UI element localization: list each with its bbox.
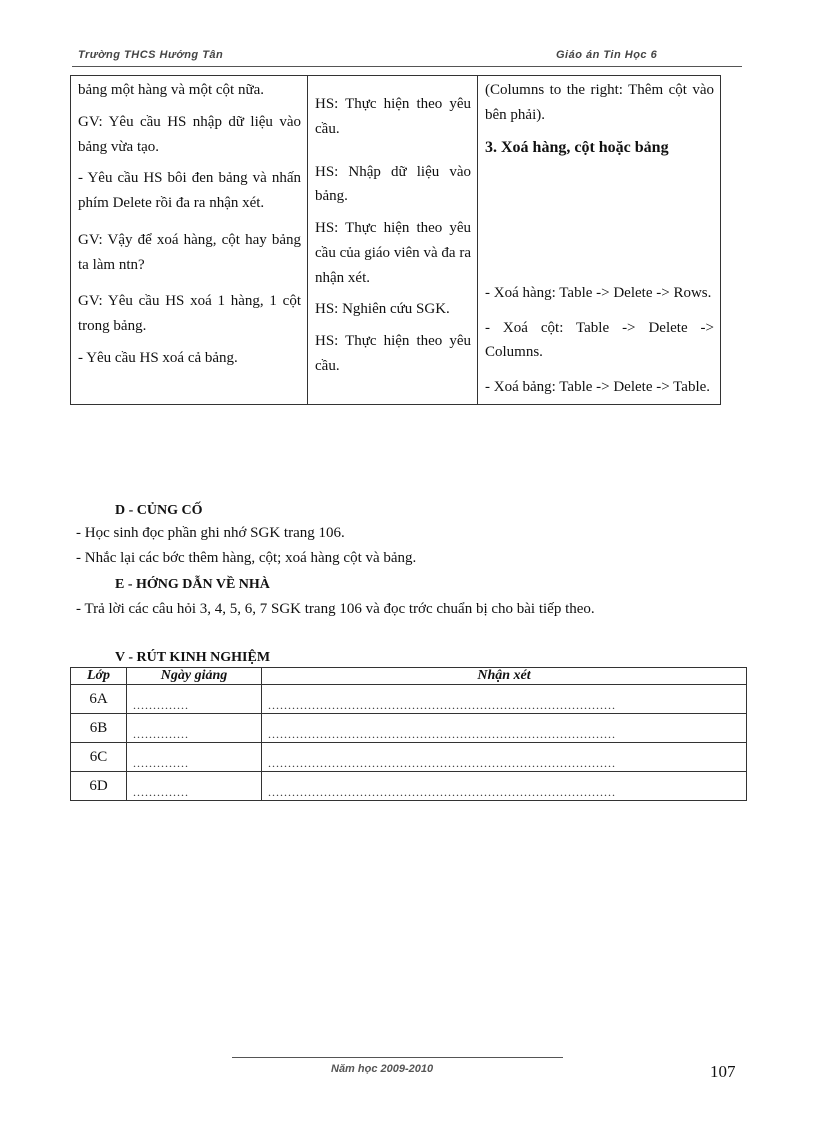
footer-school-year: Năm học 2009-2010: [331, 1063, 434, 1075]
student-activity: HS: Thực hiện theo yêu cầu.: [315, 333, 471, 374]
section-e-text: - Trả lời các câu hỏi 3, 4, 5, 6, 7 SGK trang 106 và đọc trớc chuẩn bị cho bài tiếp theo.: [76, 601, 595, 617]
teacher-activity: GV: Yêu cầu HS xoá 1 hàng, 1 cột trong bảng.: [78, 293, 301, 334]
teacher-activity-column: [71, 76, 308, 405]
section-v-title: V - RÚT KINH NGHIỆM: [115, 650, 271, 665]
table-row: [71, 743, 747, 772]
teacher-activity: - Yêu cầu HS xoá cả bảng.: [78, 349, 238, 366]
experience-table: [70, 667, 747, 801]
table-row: [71, 714, 747, 743]
student-activity: HS: Thực hiện theo yêu cầu.: [315, 96, 471, 137]
content-heading: 3. Xoá hàng, cột hoặc bảng: [485, 138, 669, 156]
table-row: [71, 685, 747, 714]
class-cell: 6C: [71, 743, 127, 772]
header-class: Lớp: [71, 668, 127, 685]
header-date: Ngày giảng: [127, 668, 262, 685]
note-cell: .......................................................................................: [262, 685, 747, 714]
table-row: [71, 772, 747, 801]
section-d-line: - Nhắc lại các bớc thêm hàng, cột; xoá hàng cột và bảng.: [76, 550, 417, 566]
student-activity: HS: Nhập dữ liệu vào bảng.: [315, 163, 471, 205]
header-notes: Nhận xét: [262, 668, 747, 685]
date-cell: ..............: [127, 743, 262, 772]
teacher-activity: - Yêu cầu HS bôi đen bảng và nhấn phím Delete rồi đa ra nhận xét.: [78, 170, 301, 211]
header-school: Trường THCS Hướng Tân: [78, 49, 224, 61]
section-e-title: E - HỚNG DẪN VỀ NHÀ: [115, 577, 270, 592]
note-cell: .......................................................................................: [262, 743, 747, 772]
date-cell: ..............: [127, 714, 262, 743]
student-activity: HS: Nghiên cứu SGK.: [315, 301, 450, 318]
page-number: 107: [710, 1062, 736, 1081]
note-cell: .......................................................................................: [262, 714, 747, 743]
header-subject: Giáo án Tin Học 6: [556, 49, 658, 61]
lesson-table: [70, 75, 721, 405]
section-d-line: - Học sinh đọc phần ghi nhớ SGK trang 106.: [76, 525, 345, 541]
content-item: - Xoá hàng: Table -> Delete -> Rows.: [485, 284, 712, 301]
student-activity-column: [308, 76, 478, 405]
footer-divider: [232, 1057, 563, 1058]
content-item: - Xoá bảng: Table -> Delete -> Table.: [485, 379, 711, 396]
teacher-activity: bảng một hàng và một cột nữa.: [78, 82, 265, 98]
content-item: - Xoá cột: Table -> Delete -> Columns.: [485, 319, 714, 361]
class-cell: 6B: [71, 714, 127, 743]
teacher-activity: GV: Yêu cầu HS nhập dữ liệu vào bảng vừa tạo.: [78, 113, 301, 155]
teacher-activity: GV: Vậy để xoá hàng, cột hay bảng ta làm ntn?: [78, 231, 301, 273]
note-cell: .......................................................................................: [262, 772, 747, 801]
section-d-title: D - CỦNG CỐ: [115, 503, 203, 518]
header-divider: [72, 66, 742, 67]
class-cell: 6A: [71, 685, 127, 714]
date-cell: ..............: [127, 685, 262, 714]
date-cell: ..............: [127, 772, 262, 801]
student-activity: HS: Thực hiện theo yêu cầu của giáo viên và đa ra nhận xét.: [315, 220, 471, 286]
class-cell: 6D: [71, 772, 127, 801]
content-column: [478, 76, 721, 405]
content-intro: (Columns to the right: Thêm cột vào bên phải).: [485, 82, 714, 123]
